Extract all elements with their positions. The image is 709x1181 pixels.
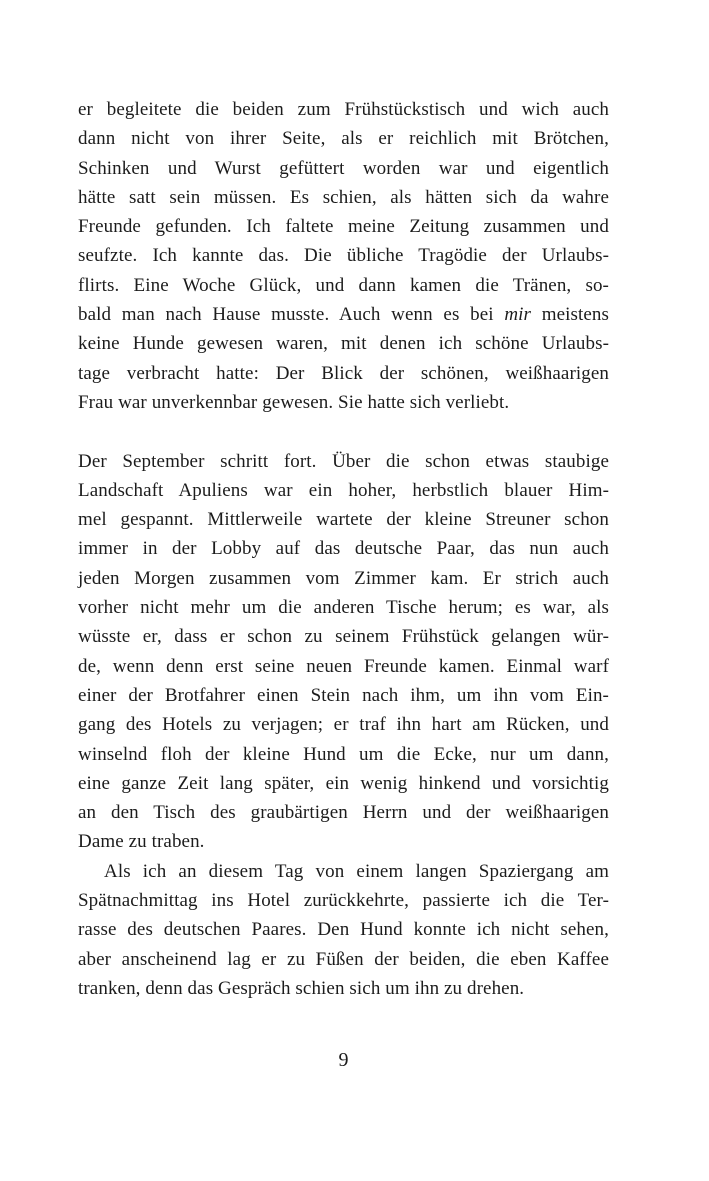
text-line: immer in der Lobby auf das deutsche Paar, das nun auch	[78, 538, 609, 560]
text-line: wüsste er, dass er schon zu seinem Frühstück gelangen wür-	[78, 626, 609, 648]
paragraph	[78, 857, 609, 1003]
text-line: keine Hunde gewesen waren, mit denen ich schöne Urlaubs-	[78, 333, 609, 355]
text-line: hätte satt sein müssen. Es schien, als hätten sich da wahre	[78, 186, 609, 208]
paragraph	[78, 95, 609, 417]
text-line: Freunde gefunden. Ich faltete meine Zeitung zusammen und	[78, 216, 609, 238]
text-line: Frau war unverkennbar gewesen. Sie hatte sich verliebt.	[78, 391, 510, 413]
text-block	[78, 95, 609, 1003]
text-line: winselnd floh der kleine Hund um die Ecke, nur um dann,	[78, 743, 609, 765]
text-line: er begleitete die beiden zum Frühstückstisch und wich auch	[78, 99, 609, 120]
text-line: bald man nach Hause musste. Auch wenn es bei mir meistens	[78, 304, 609, 326]
text-line: rasse des deutschen Paares. Den Hund konnte ich nicht sehen,	[78, 919, 609, 941]
text-line: dann nicht von ihrer Seite, als er reichlich mit Brötchen,	[78, 128, 609, 150]
italic-text: mir	[504, 304, 532, 326]
text-line: seufzte. Ich kannte das. Die übliche Tragödie der Urlaubs-	[78, 245, 609, 267]
text-line: tranken, denn das Gespräch schien sich um ihn zu drehen.	[78, 977, 525, 999]
text-line: Dame zu traben.	[78, 831, 205, 853]
page-number: 9	[338, 1049, 349, 1071]
text-line: de, wenn denn erst seine neuen Freunde kamen. Einmal warf	[78, 655, 609, 677]
text-line: Schinken und Wurst gefüttert worden war und eigentlich	[78, 157, 609, 179]
text-line: jeden Morgen zusammen vom Zimmer kam. Er strich auch	[78, 567, 609, 589]
paragraph	[78, 447, 609, 857]
text-line: mel gespannt. Mittlerweile wartete der kleine Streuner schon	[78, 509, 609, 531]
text-line: Spätnachmittag ins Hotel zurückkehrte, passierte ich die Ter-	[78, 890, 609, 912]
text-line: Der September schritt fort. Über die schon etwas staubige	[78, 450, 609, 472]
text-line: aber anscheinend lag er zu Füßen der beiden, die eben Kaffee	[78, 948, 609, 970]
text-line: Als ich an diesem Tag von einem langen Spaziergang am	[104, 860, 609, 882]
text-line: tage verbracht hatte: Der Blick der schönen, weißhaarigen	[78, 362, 609, 384]
text-line: an den Tisch des graubärtigen Herrn und der weißhaarigen	[78, 802, 609, 824]
text-line: Landschaft Apuliens war ein hoher, herbstlich blauer Him-	[78, 479, 609, 501]
text-line: flirts. Eine Woche Glück, und dann kamen die Tränen, so-	[78, 274, 609, 296]
text-line: gang des Hotels zu verjagen; er traf ihn hart am Rücken, und	[78, 714, 609, 736]
text-line: vorher nicht mehr um die anderen Tische herum; es war, als	[78, 597, 609, 619]
text-line: eine ganze Zeit lang später, ein wenig hinkend und vorsichtig	[78, 772, 609, 794]
text-line: einer der Brotfahrer einen Stein nach ihm, um ihn vom Ein-	[78, 684, 609, 706]
